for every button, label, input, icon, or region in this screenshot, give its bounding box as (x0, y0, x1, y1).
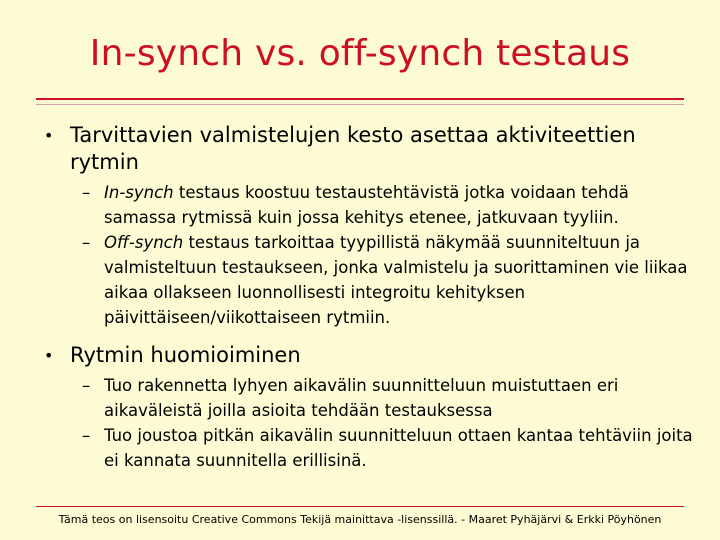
dash-icon: – (82, 233, 91, 252)
bullet-item (44, 342, 694, 369)
title-divider-thin (36, 104, 684, 105)
sub-bullet-text: testaus koostuu testaustehtävistä jotka voidaan tehdä samassa rytmissä kuin jossa kehitys etenee, jatkuvaan tyyliin. (104, 183, 629, 227)
title-divider (36, 98, 684, 100)
sub-bullet-item (44, 423, 694, 473)
sub-bullet-item (44, 373, 694, 423)
sub-bullet-item (44, 180, 694, 230)
sub-bullet-lead: In-synch (104, 183, 174, 202)
sub-bullet-text: testaus tarkoittaa tyypillistä näkymää suunniteltuun ja valmisteltuun testaukseen, jonka valmistelu ja suorittaminen vie liikaa aikaa ollakseen luonnollisesti integroitu kehityksen päivittäiseen/viikottaiseen rytmiin. (104, 233, 688, 327)
bullet-text: Tarvittavien valmistelujen kesto asettaa aktiviteettien rytmin (70, 123, 636, 174)
bullet-item (44, 122, 694, 176)
sub-bullet-text: Tuo rakennetta lyhyen aikavälin suunnitteluun muistuttaen eri aikaväleistä joilla asioita tehdään testauksessa (104, 376, 619, 420)
dash-icon: – (82, 183, 91, 202)
bullet-text: Rytmin huomioiminen (70, 343, 301, 367)
dash-icon: – (82, 426, 91, 445)
slide-content (44, 122, 694, 473)
sub-bullet-text: Tuo joustoa pitkän aikavälin suunnitteluun ottaen kantaa tehtäviin joita ei kannata suunnitella erillisinä. (104, 426, 693, 470)
footer-divider (36, 506, 684, 507)
slide-title: In-synch vs. off-synch testaus (89, 33, 631, 74)
footer-license-text: Tämä teos on lisensoitu Creative Commons Tekijä mainittava -lisenssillä. - Maaret Pyhäjärvi & Erkki Pöyhönen (58, 513, 662, 526)
sub-bullet-item (44, 230, 694, 330)
bullet-dot-icon: • (44, 126, 54, 145)
dash-icon: – (82, 376, 91, 395)
sub-bullet-lead: Off-synch (104, 233, 184, 252)
bullet-dot-icon: • (44, 346, 54, 365)
